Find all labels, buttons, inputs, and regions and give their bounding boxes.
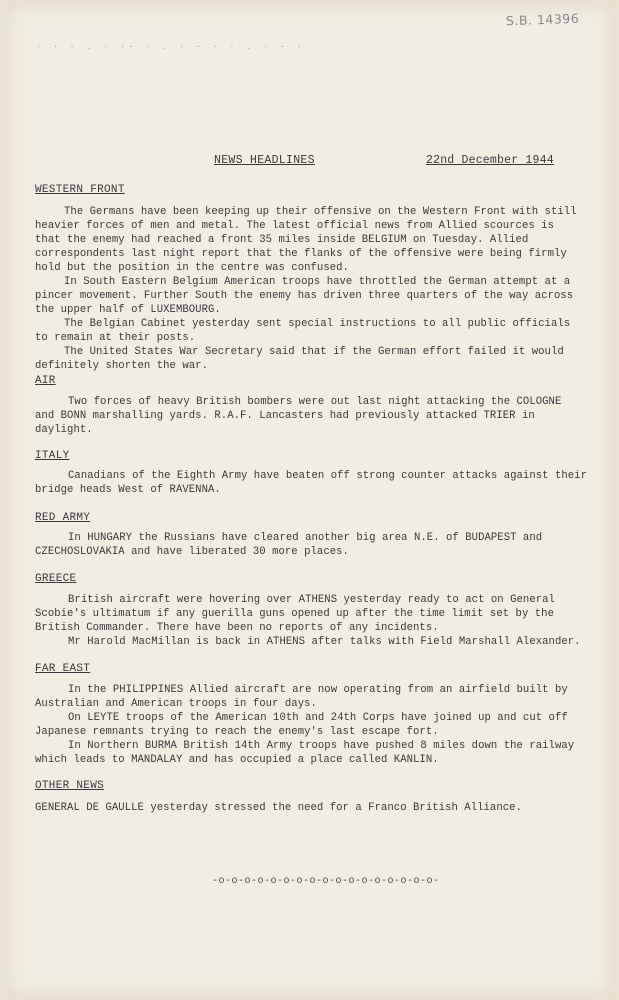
body-line: the upper half of LUXEMBOURG.	[35, 304, 221, 316]
document-title: NEWS HEADLINES	[214, 154, 315, 167]
body-line: that the enemy had reached a front 35 miles inside BELGIUM on Tuesday. Allied	[35, 234, 529, 246]
body-line: In Northern BURMA British 14th Army troops have pushed 8 miles down the railway	[68, 740, 575, 752]
faint-offset-marks: · · - . · ·- · . · - · · . · - ·	[36, 42, 305, 50]
body-line: and BONN marshalling yards. R.A.F. Lancasters had previously attacked TRIER in	[35, 410, 535, 422]
body-line: GENERAL DE GAULLE yesterday stressed the need for a Franco British Alliance.	[35, 802, 522, 814]
body-line: Scobie's ultimatum if any guerilla guns opened up after the time limit set by the	[35, 608, 554, 620]
body-line: hold but the position in the centre was confused.	[35, 262, 349, 274]
body-line: correspondents last night report that the flanks of the offensive were being firmly	[35, 248, 567, 260]
body-line: Australian and American troops in four days.	[35, 698, 317, 710]
section-heading-red-army: RED ARMY	[35, 512, 91, 524]
body-line: Two forces of heavy British bombers were out last night attacking the COLOGNE	[68, 396, 562, 408]
body-line: The Belgian Cabinet yesterday sent special instructions to all public officials	[64, 318, 571, 330]
body-line: to remain at their posts.	[35, 332, 196, 344]
body-line: On LEYTE troops of the American 10th and 24th Corps have joined up and cut off	[68, 712, 568, 724]
body-line: heavier forces of men and metal. The latest official news from Allied scources is	[35, 220, 554, 232]
body-line: British Commander. There have been no reports of any incidents.	[35, 622, 439, 634]
section-heading-western-front: WESTERN FRONT	[35, 184, 125, 196]
body-line: In HUNGARY the Russians have cleared another big area N.E. of BUDAPEST and	[68, 532, 543, 544]
body-line: which leads to MANDALAY and has occupied a place called KANLIN.	[35, 754, 439, 766]
section-heading-italy: ITALY	[35, 450, 70, 462]
header-row	[6, 154, 613, 170]
section-heading-greece: GREECE	[35, 573, 77, 585]
body-line: The Germans have been keeping up their offensive on the Western Front with still	[64, 206, 577, 218]
archive-reference-number: S.B. 14396	[505, 10, 580, 29]
section-heading-air: AIR	[35, 375, 56, 387]
body-line: British aircraft were hovering over ATHENS yesterday ready to act on General	[68, 594, 555, 606]
body-line: definitely shorten the war.	[35, 360, 208, 372]
body-line: In the PHILIPPINES Allied aircraft are now operating from an airfield built by	[68, 684, 568, 696]
section-heading-far-east: FAR EAST	[35, 663, 91, 675]
document-page	[6, 4, 613, 996]
body-line: pincer movement. Further South the enemy has driven three quarters of the way across	[35, 290, 574, 302]
end-separator: -o-o-o-o-o-o-o-o-o-o-o-o-o-o-o-o-o-	[212, 876, 440, 887]
body-line: Canadians of the Eighth Army have beaten off strong counter attacks against their	[68, 470, 587, 482]
document-date: 22nd December 1944	[426, 154, 554, 167]
body-line: bridge heads West of RAVENNA.	[35, 484, 221, 496]
section-heading-other-news: OTHER NEWS	[35, 780, 105, 792]
body-line: Japanese remnants trying to reach the enemy's last escape fort.	[35, 726, 439, 738]
body-line: In South Eastern Belgium American troops have throttled the German attempt at a	[64, 276, 571, 288]
body-line: daylight.	[35, 424, 93, 436]
body-line: CZECHOSLOVAKIA and have liberated 30 more places.	[35, 546, 349, 558]
body-line: The United States War Secretary said that if the German effort failed it would	[64, 346, 564, 358]
body-line: Mr Harold MacMillan is back in ATHENS after talks with Field Marshall Alexander.	[68, 636, 581, 648]
